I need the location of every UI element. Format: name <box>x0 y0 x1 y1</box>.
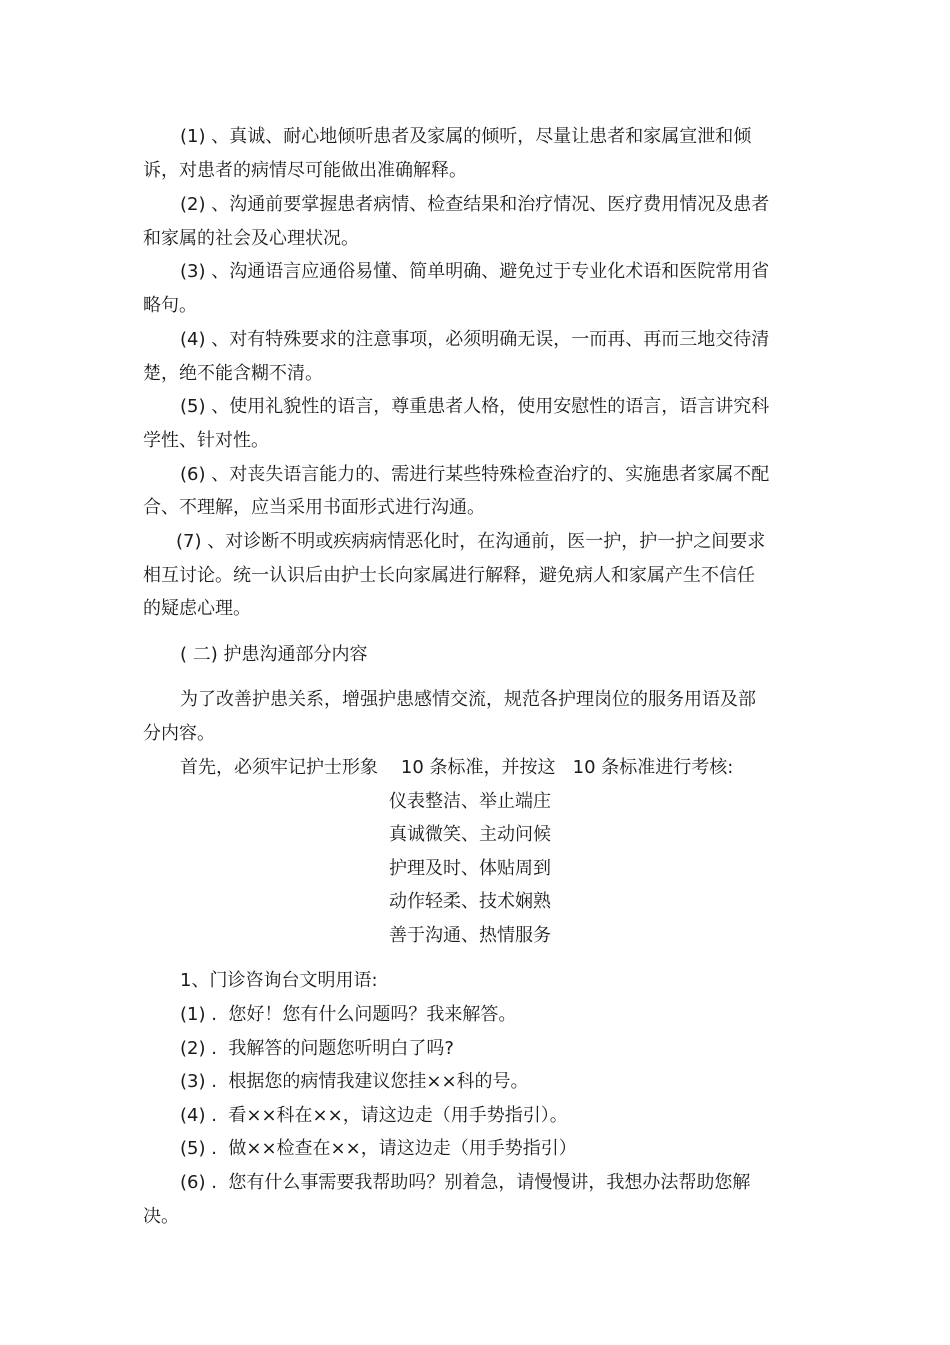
phrase-item: (2) . 我解答的问题您听明白了吗? <box>180 1038 454 1059</box>
principle-7-line-3: 的疑虑心理。 <box>143 598 251 619</box>
phrase-item: (5) . 做××检查在××，请这边走（用手势指引） <box>180 1138 577 1159</box>
standards-intro: 首先，必须牢记护士形象 10 条标准，并按这 10 条标准进行考核: <box>180 757 734 778</box>
principle-3-line-1: (3) 、沟通语言应通俗易懂、简单明确、避免过于专业化术语和医院常用省 <box>180 261 770 282</box>
principle-3-line-2: 略句。 <box>143 295 197 316</box>
principle-4-line-1: (4) 、对有特殊要求的注意事项，必须明确无误，一而再、再而三地交待清 <box>180 329 770 350</box>
standard-item: 动作轻柔、技术娴熟 <box>389 891 551 912</box>
standard-item: 护理及时、体贴周到 <box>389 858 551 879</box>
principle-2-line-2: 和家属的社会及心理状况。 <box>143 228 359 249</box>
principle-5-line-1: (5) 、使用礼貌性的语言，尊重患者人格，使用安慰性的语言，语言讲究科 <box>180 396 770 417</box>
phrase-item: (3) . 根据您的病情我建议您挂××科的号。 <box>180 1071 529 1092</box>
standard-item: 仪表整洁、举止端庄 <box>389 791 551 812</box>
section-two-intro-line-2: 分内容。 <box>143 723 215 744</box>
standard-item: 真诚微笑、主动问候 <box>389 824 551 845</box>
principle-5-line-2: 学性、针对性。 <box>143 430 269 451</box>
principle-4-line-2: 楚，绝不能含糊不清。 <box>143 363 323 384</box>
section-two-heading: ( 二) 护患沟通部分内容 <box>180 644 368 665</box>
section-two-intro-line-1: 为了改善护患关系，增强护患感情交流，规范各护理岗位的服务用语及部 <box>180 689 756 710</box>
phrase-item: (6) . 您有什么事需要我帮助吗？别着急，请慢慢讲，我想办法帮助您解 <box>180 1172 751 1193</box>
standard-item: 善于沟通、热情服务 <box>389 925 551 946</box>
principle-6-line-1: (6) 、对丧失语言能力的、需进行某些特殊检查治疗的、实施患者家属不配 <box>180 464 770 485</box>
principle-7-line-2: 相互讨论。统一认识后由护士长向家属进行解释，避免病人和家属产生不信任 <box>143 565 755 586</box>
principle-1-line-1: (1) 、真诚、耐心地倾听患者及家属的倾听，尽量让患者和家属宣泄和倾 <box>180 126 752 147</box>
consult-desk-heading: 1、门诊咨询台文明用语: <box>180 970 378 991</box>
phrase-item-wrap: 决。 <box>143 1206 179 1227</box>
principle-1-line-2: 诉，对患者的病情尽可能做出准确解释。 <box>143 160 467 181</box>
principle-2-line-1: (2) 、沟通前要掌握患者病情、检查结果和治疗情况、医疗费用情况及患者 <box>180 194 770 215</box>
principle-6-line-2: 合、不理解，应当采用书面形式进行沟通。 <box>143 497 485 518</box>
phrase-item: (4) . 看××科在××，请这边走（用手势指引）。 <box>180 1105 568 1126</box>
phrase-item: (1) . 您好！您有什么问题吗？我来解答。 <box>180 1004 517 1025</box>
principle-7-line-1: (7) 、对诊断不明或疾病病情恶化时，在沟通前，医一护，护一护之间要求 <box>176 531 766 552</box>
